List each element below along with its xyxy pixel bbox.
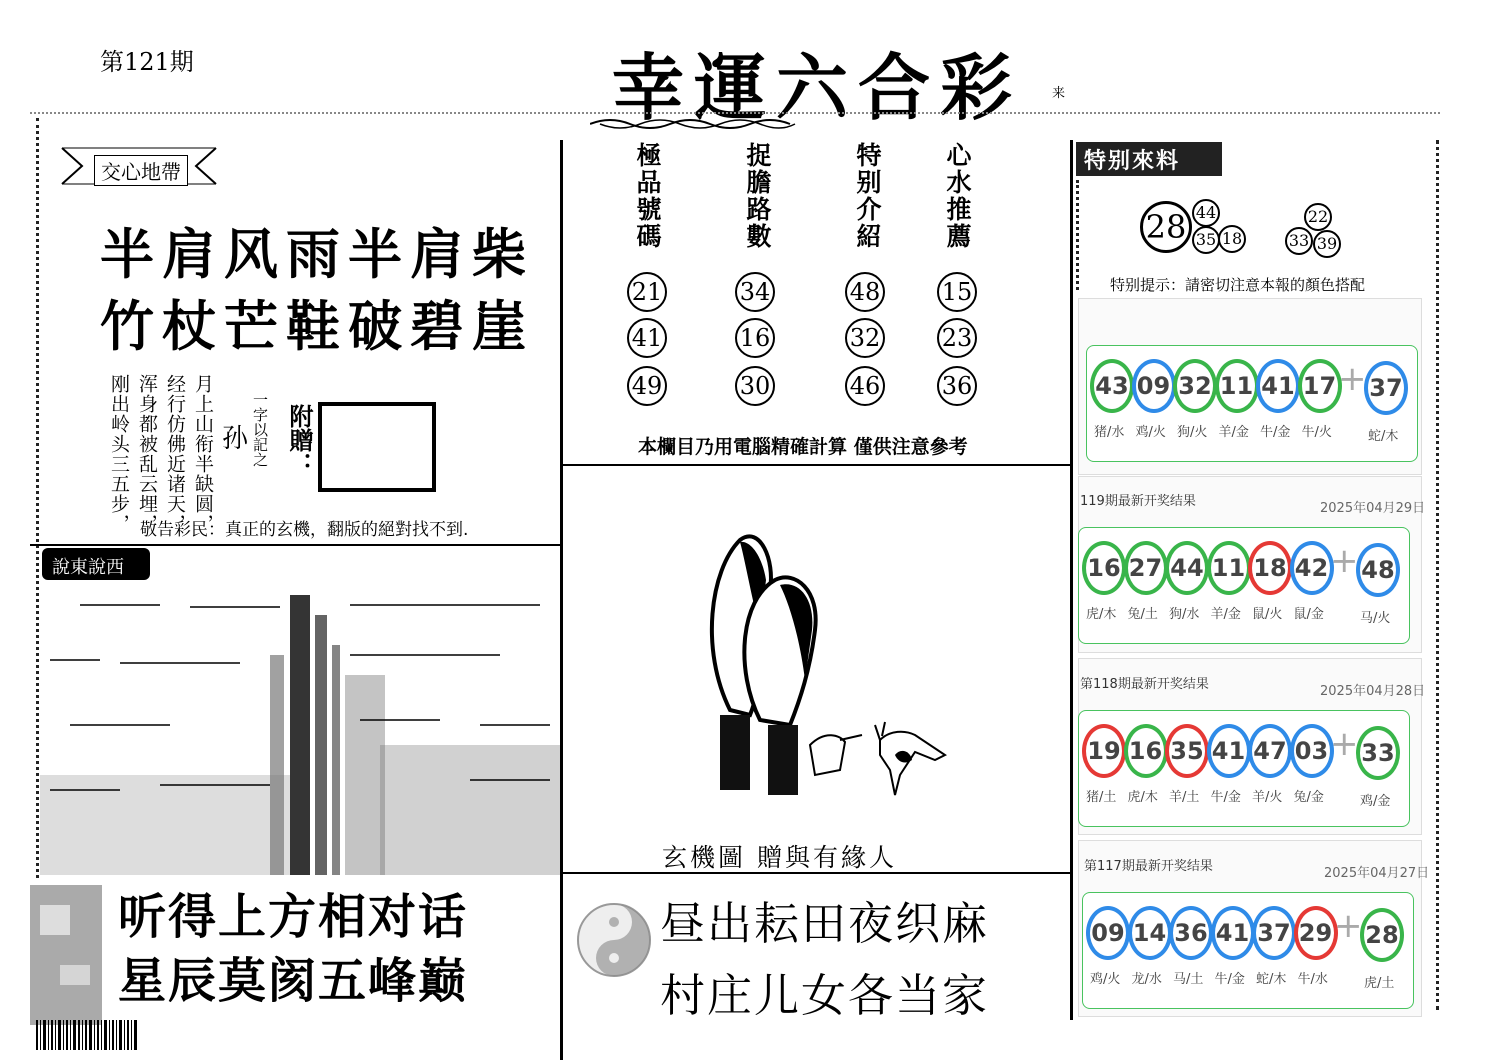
result-ball: 17 <box>1298 359 1342 413</box>
right-panel-divider <box>1070 140 1073 1020</box>
center-bottom-poem-line-1: 昼出耘田夜织麻 <box>660 897 990 950</box>
special-ball: 28 <box>1360 908 1404 962</box>
result-ball: 41 <box>1207 724 1251 778</box>
center-top-separator <box>562 464 1070 466</box>
pick-number: 21 <box>627 272 667 312</box>
verse-column: 经行仿佛近诸天， <box>164 374 186 534</box>
zodiac-label: 牛/金 <box>1210 790 1241 805</box>
column-head-recommend: 心水推薦 <box>943 142 972 250</box>
zodiac-label: 蛇/木 <box>1256 972 1287 987</box>
special-zodiac-label: 鸡/金 <box>1360 794 1391 809</box>
gift-label: 附贈： <box>285 404 313 476</box>
zodiac-label: 羊/金 <box>1218 425 1249 440</box>
zodiac-label: 鼠/金 <box>1293 607 1324 622</box>
east-west-tag <box>42 548 150 580</box>
result-ball: 16 <box>1082 541 1126 595</box>
color-hint: 特别提示：請密切注意本報的顏色搭配 <box>1110 276 1366 294</box>
zodiac-label: 鼠/火 <box>1252 607 1283 622</box>
side-number: 22 <box>1304 203 1332 231</box>
gift-answer-box <box>318 402 436 492</box>
result-ball: 03 <box>1290 724 1334 778</box>
result-ball: 18 <box>1248 541 1292 595</box>
plus-sign: + <box>1334 906 1363 946</box>
side-number: 18 <box>1218 225 1246 253</box>
result-ball: 47 <box>1248 724 1292 778</box>
result-ball: 42 <box>1290 541 1334 595</box>
special-ball: 48 <box>1356 543 1400 597</box>
plus-sign: + <box>1338 359 1367 399</box>
result-ball: 41 <box>1211 906 1255 960</box>
pick-number: 34 <box>735 272 775 312</box>
scan-smudge <box>30 885 102 1025</box>
page-title: 幸運六合彩 <box>612 45 1023 130</box>
result-ball: 14 <box>1128 906 1172 960</box>
pick-number: 16 <box>735 318 775 358</box>
zodiac-label: 虎/木 <box>1127 790 1158 805</box>
pick-number: 41 <box>627 318 667 358</box>
zodiac-label: 鸡/火 <box>1090 972 1121 987</box>
yin-yang-icon <box>574 900 654 980</box>
left-bottom-poem-line-1: 听得上方相对话 <box>118 889 469 945</box>
pick-number: 15 <box>937 272 977 312</box>
result-date: 2025年04月29日 <box>1320 501 1426 516</box>
header-divider <box>30 112 1440 114</box>
result-ball: 09 <box>1086 906 1130 960</box>
result-title: 119期最新开奖结果 <box>1080 494 1196 509</box>
zodiac-label: 狗/火 <box>1177 425 1208 440</box>
zodiac-label: 羊/土 <box>1169 790 1200 805</box>
title-suffix: 来 <box>1052 86 1066 101</box>
barcode <box>36 1020 174 1050</box>
result-ball: 29 <box>1294 906 1338 960</box>
special-material-label: 特别來料 <box>1084 149 1181 174</box>
verse-column: 浑身都被乱云埋， <box>136 374 158 534</box>
pick-number: 46 <box>845 366 885 406</box>
right-vine-border <box>1436 140 1439 1010</box>
one-word-hint: 一字以記之 <box>251 392 269 467</box>
notice-text: 敬告彩民：真正的玄機，翻版的絕對找不到. <box>140 520 469 540</box>
inner-vine-border <box>1076 180 1079 290</box>
pick-number: 49 <box>627 366 667 406</box>
plus-sign: + <box>1330 724 1359 764</box>
zodiac-label: 羊/火 <box>1252 790 1283 805</box>
left-panel-separator <box>30 544 560 546</box>
special-ball: 37 <box>1364 361 1408 415</box>
mystic-drawing <box>690 530 970 810</box>
column-head-special: 特别介紹 <box>853 142 882 250</box>
result-ball: 32 <box>1173 359 1217 413</box>
plus-sign: + <box>1330 541 1359 581</box>
zodiac-label: 狗/水 <box>1169 607 1200 622</box>
featured-number: 28 <box>1140 201 1192 253</box>
zodiac-label: 龙/水 <box>1131 972 1162 987</box>
result-ball: 19 <box>1082 724 1126 778</box>
zodiac-label: 牛/水 <box>1297 972 1328 987</box>
zodiac-label: 马/土 <box>1173 972 1204 987</box>
side-number: 39 <box>1313 230 1341 258</box>
result-ball: 44 <box>1165 541 1209 595</box>
pick-number: 23 <box>937 318 977 358</box>
zodiac-label: 牛/火 <box>1301 425 1332 440</box>
east-west-scan-image <box>40 585 560 880</box>
zodiac-label: 兔/金 <box>1293 790 1324 805</box>
title-ornament <box>590 116 800 132</box>
pick-number: 30 <box>735 366 775 406</box>
pick-number: 36 <box>937 366 977 406</box>
zodiac-label: 牛/金 <box>1214 972 1245 987</box>
mystic-caption: 玄機圖 贈與有緣人 <box>662 843 897 872</box>
zodiac-label: 猪/土 <box>1086 790 1117 805</box>
result-ball: 43 <box>1090 359 1134 413</box>
special-material-tag <box>1076 142 1222 176</box>
zodiac-label: 牛/金 <box>1260 425 1291 440</box>
left-vine-border <box>36 118 39 878</box>
special-ball: 33 <box>1356 726 1400 780</box>
zodiac-label: 猪/水 <box>1094 425 1125 440</box>
zodiac-label: 鸡/火 <box>1135 425 1166 440</box>
left-panel-divider <box>560 140 563 1060</box>
side-number: 33 <box>1285 227 1313 255</box>
center-bottom-poem-line-2: 村庄儿女各当家 <box>660 969 990 1022</box>
column-head-bold-path: 捉膽路數 <box>743 142 772 250</box>
special-zodiac-label: 虎/土 <box>1364 976 1395 991</box>
hint-character: 孙 <box>222 424 249 454</box>
result-ball: 11 <box>1207 541 1251 595</box>
result-ball: 11 <box>1215 359 1259 413</box>
result-date: 2025年04月27日 <box>1324 866 1430 881</box>
special-zodiac-label: 马/火 <box>1360 611 1391 626</box>
east-west-label: 說東說西 <box>52 557 124 578</box>
heart-zone-tag <box>60 146 218 186</box>
result-ball: 36 <box>1169 906 1213 960</box>
zodiac-label: 虎/木 <box>1086 607 1117 622</box>
result-ball: 37 <box>1252 906 1296 960</box>
zodiac-label: 羊/金 <box>1210 607 1241 622</box>
issue-number: 第121期 <box>100 48 194 76</box>
side-number: 35 <box>1192 226 1220 254</box>
computation-note: 本欄目乃用電腦精確計算 僅供注意參考 <box>638 436 968 458</box>
result-ball: 35 <box>1165 724 1209 778</box>
left-poem-line-1: 半肩风雨半肩柴 <box>100 223 534 286</box>
column-head-premium: 極品號碼 <box>633 142 662 250</box>
result-title: 第117期最新开奖结果 <box>1084 859 1213 874</box>
heart-zone-label: 交心地帶 <box>94 155 188 186</box>
zodiac-label: 兔/土 <box>1127 607 1158 622</box>
result-title: 第118期最新开奖结果 <box>1080 677 1209 692</box>
result-ball: 41 <box>1256 359 1300 413</box>
result-date: 2025年04月28日 <box>1320 684 1426 699</box>
verse-column: 刚出岭头三五步， <box>108 374 130 534</box>
pick-number: 48 <box>845 272 885 312</box>
verse-column: 月上山衔半缺圆， <box>192 374 214 534</box>
left-bottom-poem <box>118 885 468 1013</box>
result-ball: 16 <box>1124 724 1168 778</box>
pick-number: 32 <box>845 318 885 358</box>
special-zodiac-label: 蛇/木 <box>1368 429 1399 444</box>
side-number: 44 <box>1192 199 1220 227</box>
result-ball: 27 <box>1124 541 1168 595</box>
left-bottom-poem-line-2: 星辰莫阂五峰巅 <box>118 953 469 1009</box>
left-poem-line-2: 竹杖芒鞋破碧崖 <box>100 295 534 358</box>
center-bottom-poem <box>660 888 989 1032</box>
result-ball: 09 <box>1132 359 1176 413</box>
